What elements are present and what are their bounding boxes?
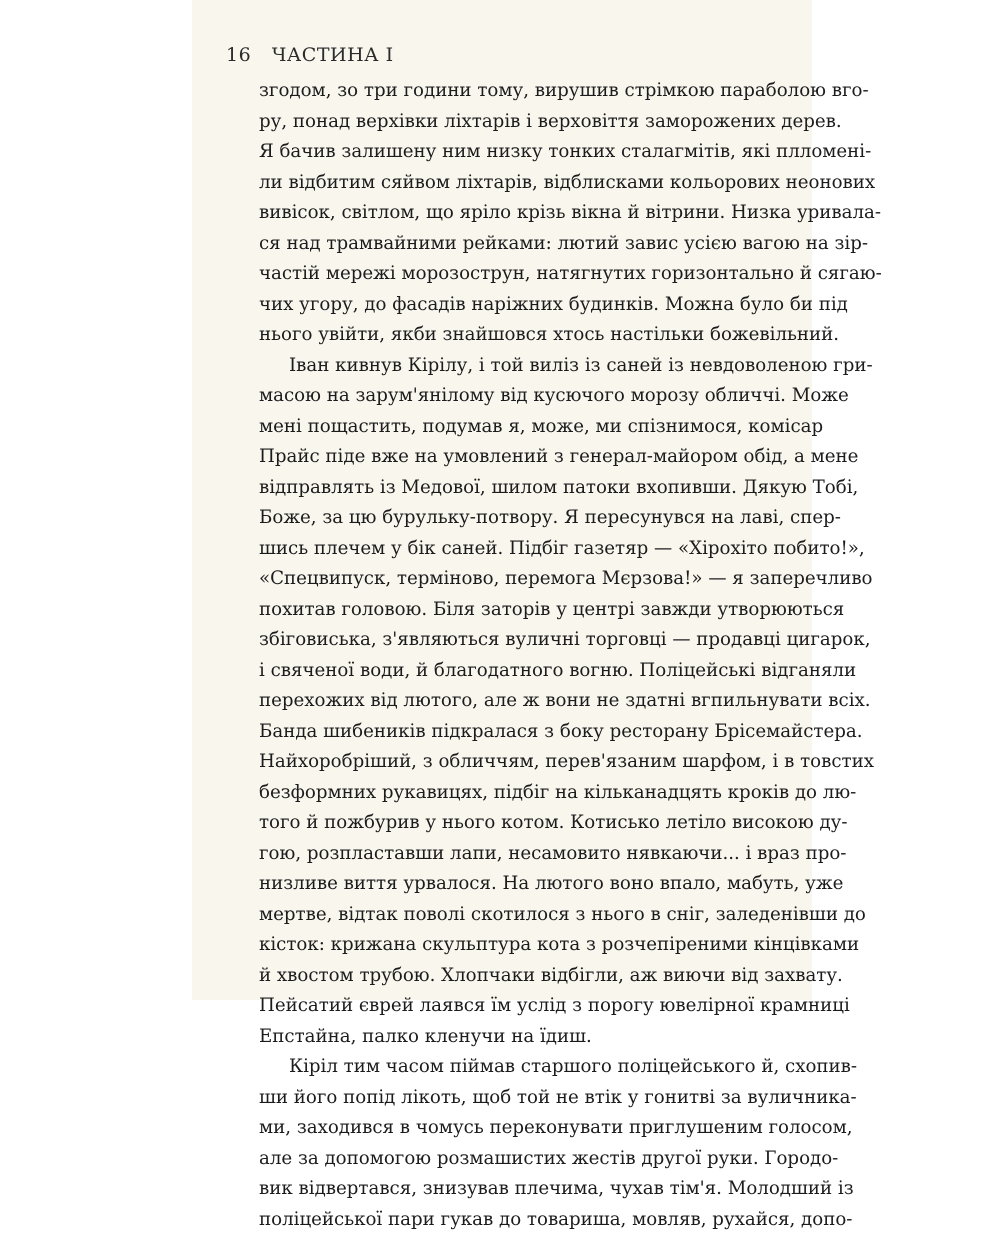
text-line: Пейсатий єврей лаявся їм услід з порогу ювелірної крамниці <box>259 991 774 1022</box>
text-line: мертве, відтак поволі скотилося з нього в сніг, заледенівши до <box>259 900 774 931</box>
text-line: безформних рукавицях, підбіг на кільканадцять кроків до лю- <box>259 778 774 809</box>
text-line: «Спецвипуск, терміново, перемога Мєрзова!» — я заперечливо <box>259 564 774 595</box>
text-line: вивісок, світлом, що яріло крізь вікна й вітрини. Низка уривала- <box>259 198 774 229</box>
text-line: Епстайна, палко кленучи на їдиш. <box>259 1022 774 1053</box>
text-line: поліцейської пари гукав до товариша, мовляв, рухайся, допо- <box>259 1205 774 1235</box>
text-line: Найхоробріший, з обличчям, перев'язаним шарфом, і в товстих <box>259 747 774 778</box>
text-line: низливе виття урвалося. На лютого воно впало, мабуть, уже <box>259 869 774 900</box>
body-text <box>259 76 774 1235</box>
text-line: частій мережі морозострун, натягнутих горизонтально й сягаю- <box>259 259 774 290</box>
text-line: Кіріл тим часом піймав старшого поліцейського й, схопив- <box>259 1052 774 1083</box>
text-line: Боже, за цю бурульку-потвору. Я пересунувся на лаві, спер- <box>259 503 774 534</box>
text-line: відправлять із Медової, шилом патоки вхопивши. Дякую Тобі, <box>259 473 774 504</box>
running-header <box>226 44 394 66</box>
text-line: похитав головою. Біля заторів у центрі завжди утворюються <box>259 595 774 626</box>
text-line: ся над трамвайними рейками: лютий завис усією вагою на зір- <box>259 229 774 260</box>
text-line: Іван кивнув Кірілу, і той виліз із саней із невдоволеною гри- <box>259 351 774 382</box>
text-line: того й пожбурив у нього котом. Котисько летіло високою ду- <box>259 808 774 839</box>
text-line: вик відвертався, знизував плечима, чухав тім'я. Молодший із <box>259 1174 774 1205</box>
section-title: ЧАСТИНА І <box>272 44 394 66</box>
text-line: згодом, зо три години тому, вирушив стрімкою параболою вго- <box>259 76 774 107</box>
text-line: шись плечем у бік саней. Підбіг газетяр — «Хірохіто побито!», <box>259 534 774 565</box>
text-line: масою на зарум'янілому від кусючого морозу обличчі. Може <box>259 381 774 412</box>
text-line: ли відбитим сяйвом ліхтарів, відблисками кольорових неонових <box>259 168 774 199</box>
text-line: перехожих від лютого, але ж вони не здатні вгпильнувати всіх. <box>259 686 774 717</box>
text-line: чих угору, до фасадів наріжних будинків. Можна було би під <box>259 290 774 321</box>
text-line: і свяченої води, й благодатного вогню. Поліцейські відганяли <box>259 656 774 687</box>
text-line: збіговиська, з'являються вуличні торговці — продавці цигарок, <box>259 625 774 656</box>
text-line: гою, розпластавши лапи, несамовито нявкаючи... і враз про- <box>259 839 774 870</box>
text-line: Банда шибеників підкралася з боку ресторану Брісемайстера. <box>259 717 774 748</box>
text-line: ру, понад верхівки ліхтарів і верховіття заморожених дерев. <box>259 107 774 138</box>
text-line: й хвостом трубою. Хлопчаки відбігли, аж виючи від захвату. <box>259 961 774 992</box>
text-line: ми, заходився в чомусь переконувати приглушеним голосом, <box>259 1113 774 1144</box>
text-line: ши його попід лікоть, щоб той не втік у гонитві за вуличника- <box>259 1083 774 1114</box>
text-line: нього увійти, якби знайшовся хтось настільки божевільний. <box>259 320 774 351</box>
text-line: але за допомогою розмашистих жестів другої руки. Городо- <box>259 1144 774 1175</box>
text-line: мені пощастить, подумав я, може, ми спізнимося, комісар <box>259 412 774 443</box>
text-line: Я бачив залишену ним низку тонких сталагмітів, які плломені- <box>259 137 774 168</box>
text-line: кісток: крижана скульптура кота з розчепіреними кінцівками <box>259 930 774 961</box>
text-line: Прайс піде вже на умовлений з генерал-майором обід, а мене <box>259 442 774 473</box>
page-number: 16 <box>226 44 251 66</box>
